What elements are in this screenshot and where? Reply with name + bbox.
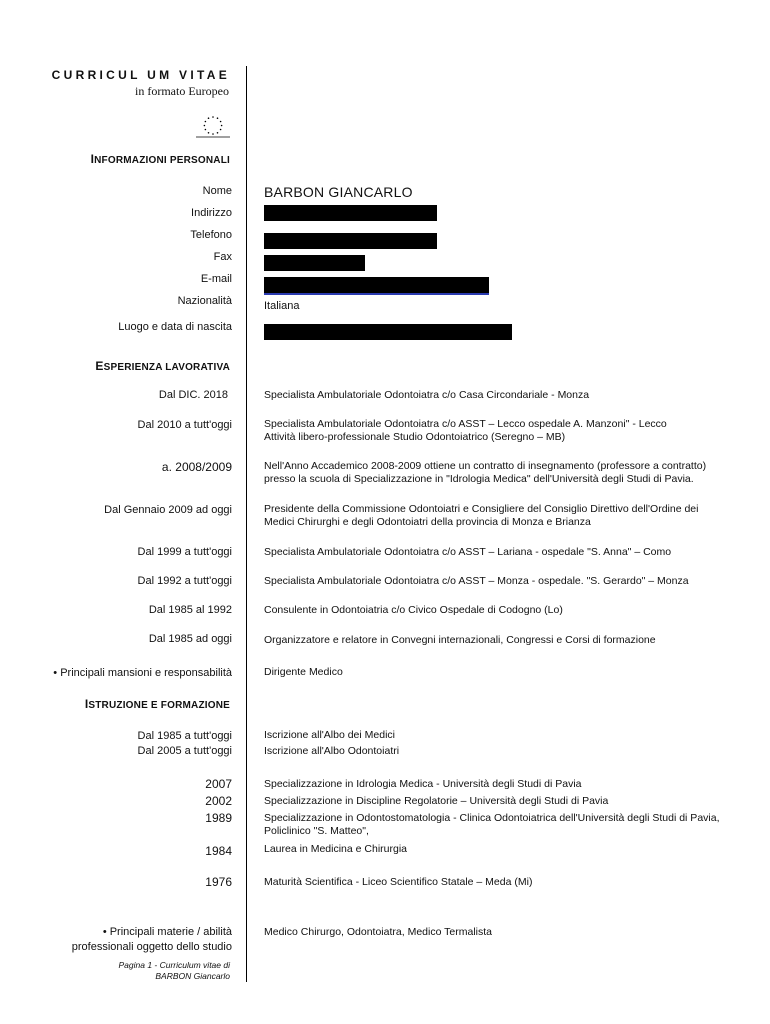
exp-date: Dal 1999 a tutt'oggi: [137, 546, 232, 558]
name-value: BARBON GIANCARLO: [264, 184, 413, 200]
materie-label-1: • Principali materie / abilità: [102, 926, 232, 938]
document-title: CURRICUL UM VITAE: [51, 68, 230, 82]
redacted-email: [264, 277, 489, 295]
exp-date: • Principali mansioni e responsabilità: [53, 667, 232, 679]
label-nome: Nome: [202, 185, 232, 197]
exp-text: Specialista Ambulatoriale Odontoiatra c/o ASST – Monza - ospedale. "S. Gerardo" – Monza: [264, 575, 689, 587]
redacted-fax: [264, 255, 365, 271]
label-luogo-data-nascita: Luogo e data di nascita: [118, 321, 232, 333]
edu-text: Iscrizione all'Albo dei Medici: [264, 729, 395, 741]
nationality-value: Italiana: [264, 300, 300, 312]
exp-text: Dirigente Medico: [264, 666, 343, 678]
label-telefono: Telefono: [190, 229, 232, 241]
edu-date: 1989: [205, 811, 232, 825]
redacted-address: [264, 205, 437, 221]
exp-date: a. 2008/2009: [161, 460, 232, 474]
edu-text: Iscrizione all'Albo Odontoiatri: [264, 745, 400, 757]
label-email: E-mail: [200, 273, 232, 285]
exp-date: Dal 1985 ad oggi: [148, 633, 232, 645]
section-education: ISTRUZIONE E FORMAZIONE: [84, 697, 230, 711]
label-fax: Fax: [213, 251, 232, 263]
exp-date: Dal Gennaio 2009 ad oggi: [104, 504, 232, 516]
document-subtitle: in formato Europeo: [135, 84, 229, 98]
exp-text: Presidente della Commissione Odontoiatri e Consigliere del Consiglio Direttivo dell'Ordine dei Medici Chirurghi e degli Odontoiatri della provincia di Monza e Brianza: [264, 503, 699, 528]
redacted-birth: [264, 324, 512, 340]
exp-text: Consulente in Odontoiatria c/o Civico Ospedale di Codogno (Lo): [264, 604, 563, 616]
edu-text: Specializzazione in Discipline Regolatorie – Università degli Studi di Pavia: [264, 795, 609, 807]
edu-text: Maturità Scientifica - Liceo Scientifico Statale – Meda (Mi): [264, 876, 533, 888]
exp-text: Specialista Ambulatoriale Odontoiatra c/o Casa Circondariale - Monza: [264, 389, 590, 401]
edu-text: Specializzazione in Odontostomatologia - Clinica Odontoiatrica dell'Università degli Studi di Pavia, Policlinico "S. Matteo",: [264, 812, 720, 837]
edu-date: 1984: [205, 844, 232, 858]
materie-text: Medico Chirurgo, Odontoiatra, Medico Termalista: [264, 926, 492, 938]
exp-date: Dal 1992 a tutt'oggi: [137, 575, 232, 587]
label-indirizzo: Indirizzo: [191, 207, 232, 219]
redacted-phone: [264, 233, 437, 249]
section-work-experience: ESPERIENZA LAVORATIVA: [95, 359, 230, 373]
exp-date: Dal DIC. 2018: [158, 389, 228, 401]
edu-date: 2007: [205, 777, 232, 791]
exp-text: Specialista Ambulatoriale Odontoiatra c/o ASST – Lariana - ospedale "S. Anna" – Como: [264, 546, 672, 558]
eu-stars-logo: [196, 114, 230, 138]
edu-date: Dal 2005 a tutt'oggi: [137, 745, 232, 757]
exp-date: Dal 2010 a tutt'oggi: [137, 419, 232, 431]
footer-line-2: BARBON Giancarlo: [155, 971, 230, 981]
footer-line-1: Pagina 1 - Curriculum vitae di: [118, 960, 230, 970]
column-divider: [246, 66, 247, 982]
edu-text: Laurea in Medicina e Chirurgia: [264, 843, 407, 855]
label-nazionalita: Nazionalità: [177, 295, 232, 307]
edu-date: 1976: [205, 875, 232, 889]
edu-date: Dal 1985 a tutt'oggi: [137, 730, 232, 742]
exp-text: Specialista Ambulatoriale Odontoiatra c/o ASST – Lecco ospedale A. Manzoni" - Lecco Attività libero-professionale Studio Odontoiatrico (Seregno – MB): [264, 418, 667, 443]
materie-label-2: professionali oggetto dello studio: [71, 941, 232, 953]
exp-text: Organizzatore e relatore in Convegni internazionali, Congressi e Corsi di formazione: [264, 634, 656, 646]
page-footer: [119, 960, 231, 982]
exp-text: Nell'Anno Accademico 2008-2009 ottiene un contratto di insegnamento (professore a contratto) presso la scuola di Specializzazione in "Idrologia Medica" dell'Università degli Studi di Pavia.: [264, 460, 707, 485]
section-personal-info: INFORMAZIONI PERSONALI: [90, 152, 230, 166]
edu-text: Specializzazione in Idrologia Medica - Università degli Studi di Pavia: [264, 778, 582, 790]
exp-date: Dal 1985 al 1992: [148, 604, 232, 616]
edu-date: 2002: [205, 794, 232, 808]
